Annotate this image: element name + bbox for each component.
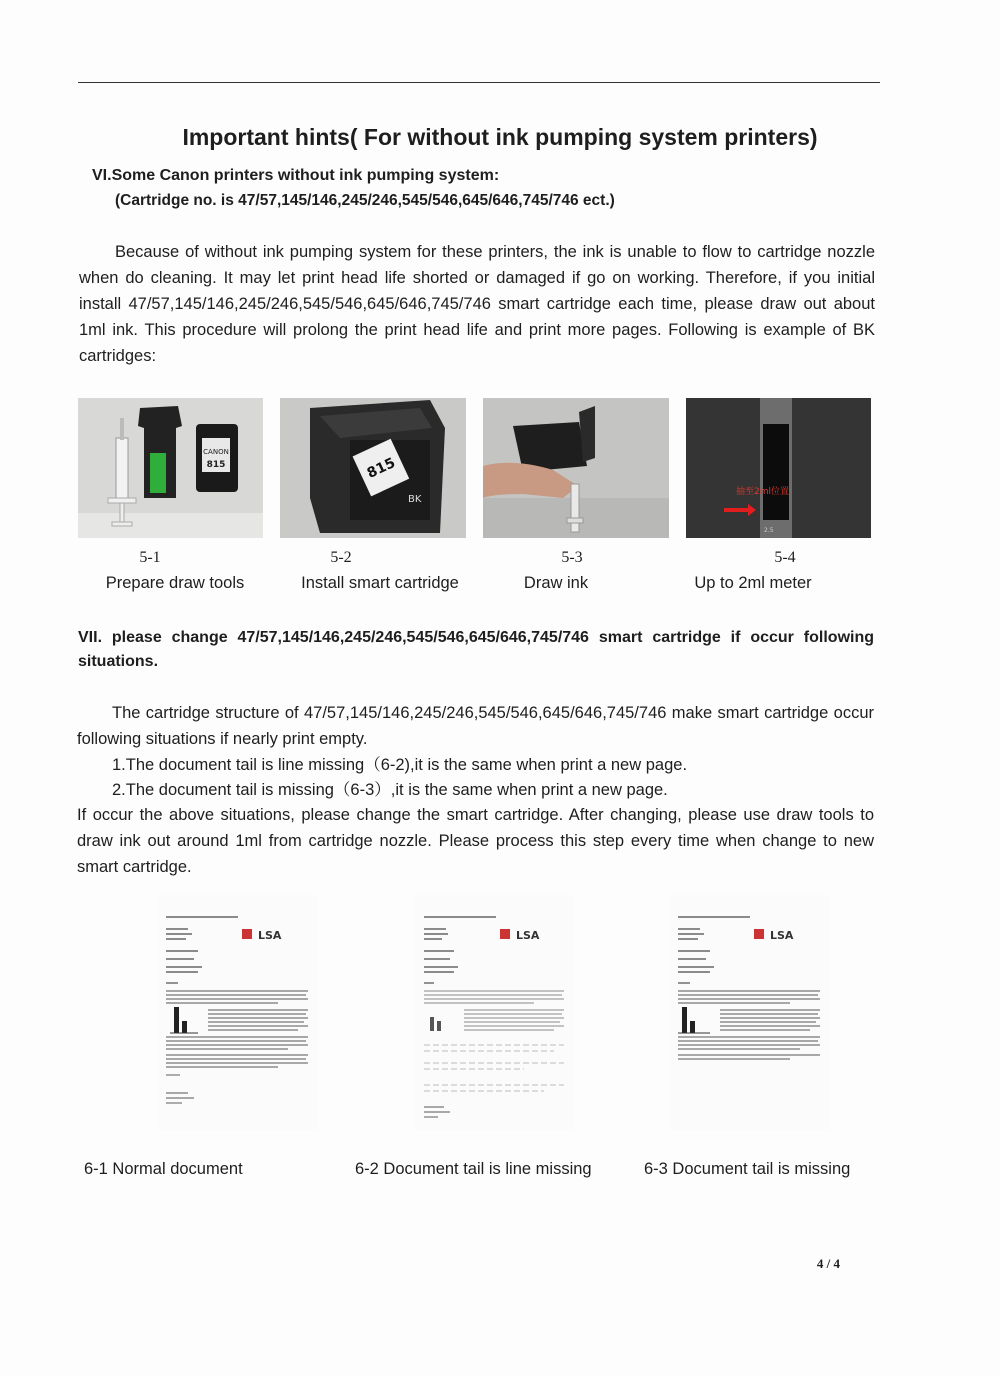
step-3-label: Draw ink xyxy=(523,574,589,592)
section-7-heading: VII. please change 47/57,145/146,245/246,545/546,645/646,745/746 smart cartridge if occur following situations. xyxy=(78,629,874,670)
photo-draw-tools xyxy=(78,398,263,538)
doc-1-logo: LSA xyxy=(258,929,282,942)
cartridge-brand-text: CANON xyxy=(203,448,229,456)
section-6-heading: VI.Some Canon printers without ink pumping system: xyxy=(92,167,500,184)
document-line-missing xyxy=(414,895,574,1130)
installed-cartridge-color: BK xyxy=(408,494,422,505)
top-rule xyxy=(78,82,880,83)
page-title: Important hints( For without ink pumping system printers) xyxy=(182,124,818,150)
step-4-label: Up to 2ml meter xyxy=(694,574,812,592)
meter-note-text: 抽至2ml位置 xyxy=(736,487,789,497)
meter-mark-text: 2.5 xyxy=(764,527,774,534)
cartridge-number-text: 815 xyxy=(206,460,226,470)
step-1-label: Prepare draw tools xyxy=(105,574,245,592)
doc-1-caption: 6-1 Normal document xyxy=(84,1160,243,1178)
document-normal xyxy=(158,895,318,1130)
photo-draw-ink xyxy=(483,398,669,538)
doc-2-logo: LSA xyxy=(516,929,540,942)
photo-2ml-meter xyxy=(686,398,871,538)
section-7-item-1: 1.The document tail is line missing（6-2),it is the same when print a new page. xyxy=(112,756,688,774)
doc-3-logo: LSA xyxy=(770,929,794,942)
section-6-paragraph: Because of without ink pumping system for these printers, the ink is unable to flow to cartridge nozzle when do cleaning. It may let print head life shorted or damaged if go on working. Therefore, if you initial install 47/57,145/146,245/246,545/546,645/646,745/746 smart cartridge each time, please draw out about 1ml ink. This procedure will prolong the print head life and print more pages. Following is example of BK cartridges: xyxy=(79,243,875,365)
page-number: 4 / 4 xyxy=(816,1256,840,1271)
installed-cartridge-number: 815 xyxy=(364,455,398,482)
doc-3-caption: 6-3 Document tail is missing xyxy=(644,1160,851,1178)
section-7-closing: If occur the above situations, please change the smart cartridge. After changing, please use draw tools to draw ink out around 1ml from cartridge nozzle. Please process this step every time when change to new smart cartridge. xyxy=(77,806,874,876)
step-1-number: 5-1 xyxy=(139,549,161,566)
section-6-cartridges: (Cartridge no. is 47/57,145/146,245/246,545/546,645/646,745/746 ect.) xyxy=(115,192,615,209)
step-2-number: 5-2 xyxy=(330,549,352,566)
section-7-intro: The cartridge structure of 47/57,145/146,245/246,545/546,645/646,745/746 make smart cartridge occur following situations if nearly print empty. xyxy=(77,704,874,748)
photo-install-cartridge xyxy=(280,398,466,538)
section-7-item-2: 2.The document tail is missing（6-3）,it is the same when print a new page. xyxy=(112,781,668,799)
document-tail-missing xyxy=(670,895,830,1130)
doc-2-caption: 6-2 Document tail is line missing xyxy=(355,1160,592,1178)
step-2-label: Install smart cartridge xyxy=(301,574,459,592)
step-4-number: 5-4 xyxy=(774,549,796,566)
step-3-number: 5-3 xyxy=(561,549,583,566)
